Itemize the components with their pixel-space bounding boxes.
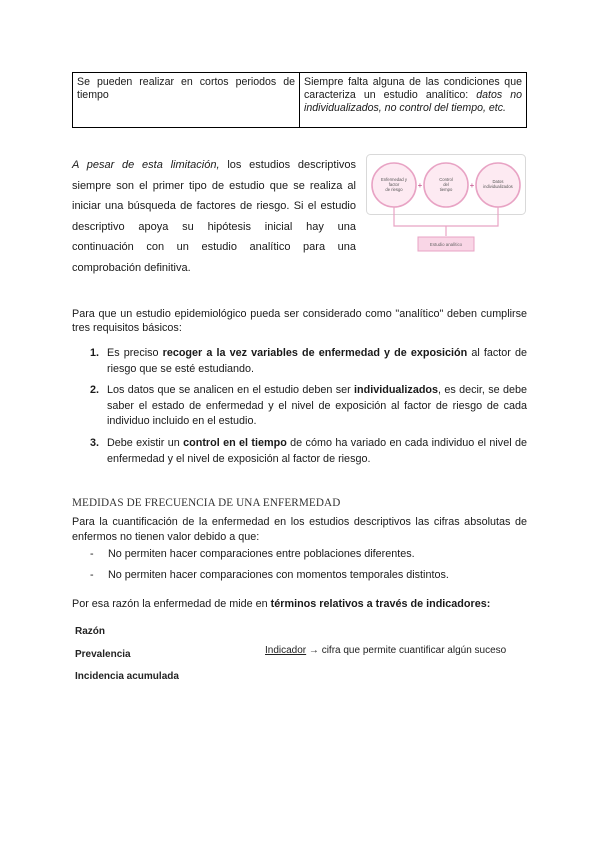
list-number: 2. [90,384,100,397]
table-cell-left-text: Se pueden realizar en cortos periodos de tiempo [77,76,295,101]
diagram-plus-1: + [417,181,423,190]
list-item [72,346,527,377]
label-prevalencia: Prevalencia [75,649,131,660]
analytic-study-diagram [366,154,526,262]
intro-paragraph [72,155,356,279]
diagram-circle3-line2: individualizados [483,184,513,189]
list-number: 1. [90,347,100,359]
comparison-table [72,72,527,128]
diagram-circle1-line3: de riesgo [385,187,403,192]
label-razon: Razón [75,626,105,637]
indicator-text: cifra que permite cuantificar algún suceso [318,645,507,656]
requirements-intro: Para que un estudio epidemiológico pueda ser considerado como "analítico" deben cumplirse tres requisitos básicos: [72,308,527,334]
table-cell-right [300,73,527,128]
indicators-text: Por esa razón la enfermedad de mide en [72,598,271,610]
diagram-result-label: Estudio analítico [429,242,463,247]
list-item [72,383,527,430]
diagram-circle1-line2: factor [388,182,400,187]
list-dash: - [90,569,94,581]
arrow-icon: → [308,645,319,656]
diagram-circle3-line1: Datos [492,179,504,184]
intro-italic-lead: A pesar de esta limitación, [72,159,220,171]
list-item [72,547,527,561]
table-cell-right-italic: datos no individualizados, no control del tiempo, etc. [304,89,522,114]
table-cell-right-text: Siempre falta alguna de las condiciones que caracteriza un estudio analítico: [304,76,522,101]
diagram-circle2-line2: del [443,182,449,187]
list-text: , es decir, se debe saber el estado de enfermedad y el nivel de exposición al factor de riesgo de cada individuo incluido en el estudio. [107,384,527,428]
table-cell-left [73,73,300,128]
indicator-definition [265,645,506,656]
list-text: al factor de riesgo que se esté estudiando. [107,347,527,375]
indicators-paragraph [72,598,490,610]
diagram-plus-2: + [469,181,475,190]
section-heading: MEDIDAS DE FRECUENCIA DE UNA ENFERMEDAD [72,497,341,509]
list-dash: - [90,548,94,560]
list-text: Los datos que se analicen en el estudio deben ser [107,384,355,397]
list-text: Debe existir un [107,436,184,449]
requirements-list [72,346,527,473]
table-row [73,73,527,128]
list-text: de cómo ha variado en cada individuo el nivel de enfermedad y el nivel de exposición al factor de riesgo. [107,436,527,465]
diagram-circle1-line1: Enfermedad y [380,177,408,182]
list-bold: recoger a la vez variables de enfermedad y de exposición [162,347,468,359]
list-text: No permiten hacer comparaciones con momentos temporales distintos. [108,569,449,581]
intro-text: los estudios descriptivos siempre son el primer tipo de estudio que se realiza al iniciar una búsqueda de factores de riesgo. Si el estudio descriptivo apoya su hipótesis inicial hay una continuación con un estudio analítico para una comprobación definitiva. [72,159,356,274]
indicator-term: Indicador [265,645,307,656]
list-bold: control en el tiempo [183,436,287,449]
list-text: No permiten hacer comparaciones entre poblaciones diferentes. [108,548,415,560]
indicators-bold: términos relativos a través de indicadores: [270,598,491,610]
label-incidencia: Incidencia acumulada [75,671,179,682]
list-item [72,436,527,467]
list-item [72,568,527,582]
reasons-list [72,547,527,589]
frequency-paragraph: Para la cuantificación de la enfermedad en los estudios descriptivos las cifras absolutas de enfermos no tienen valor debido a que: [72,516,527,544]
list-number: 3. [90,436,100,449]
list-text: Es preciso [107,347,163,359]
diagram-circle2-line1: Control [439,177,453,182]
diagram-circle2-line3: tiempo [439,187,453,192]
list-bold: individualizados [354,384,439,397]
